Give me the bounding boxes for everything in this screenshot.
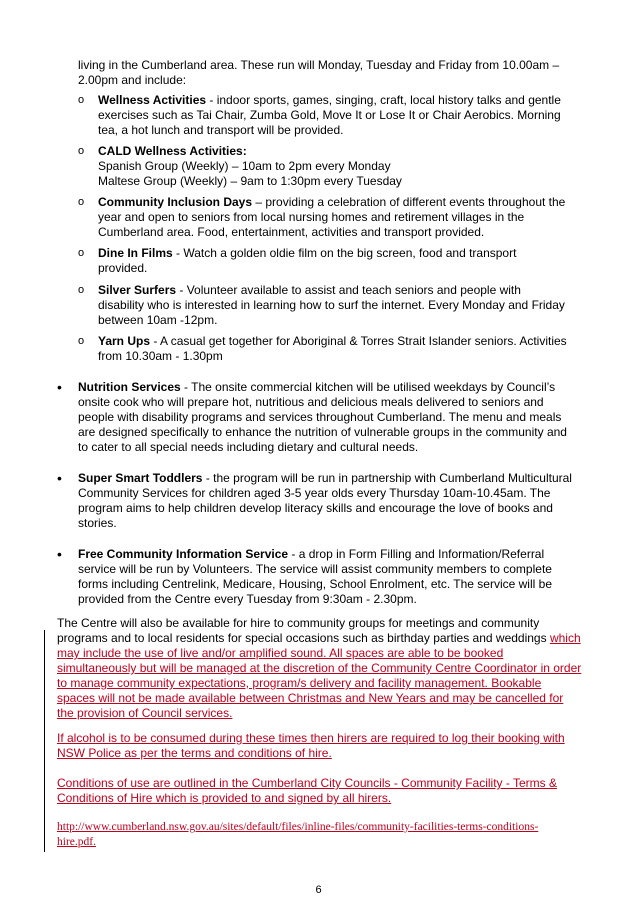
list-item-inclusion-days <box>78 195 568 240</box>
service-community-information <box>57 547 572 607</box>
item-title: Dine In Films <box>98 246 173 260</box>
list-item-cald <box>78 144 568 189</box>
service-title: Nutrition Services <box>78 380 181 394</box>
service-text: - The onsite commercial kitchen will be utilised weekdays by Council’s onsite cook who will prepare hot, nutritious and delicious meals delivered to seniors and people with disability programs and services throughout Cumberland. The menu and meals are designed specifically to enhance the nutrition of vulnerable groups in the community and to cater to all special needs including dietary and cultural needs. <box>78 380 567 454</box>
item-text: - indoor sports, games, singing, craft, local history talks and gentle exercises such as Tai Chair, Zumba Gold, Move It or Lose It or Chair Aerobics. Morning tea, a hot lunch and transport will be provided. <box>98 93 561 137</box>
item-title: CALD Wellness Activities: <box>98 144 247 158</box>
bullet-marker: • <box>57 470 62 486</box>
item-text: - Watch a golden oldie film on the big screen, food and transport provided. <box>98 246 517 275</box>
alcohol-paragraph: If alcohol is to be consumed during these times then hirers are required to log their booking with NSW Police as per the terms and conditions of hire. <box>57 731 565 760</box>
sub-bullet-marker: o <box>78 196 85 208</box>
service-title: Super Smart Toddlers <box>78 471 203 485</box>
service-super-smart-toddlers <box>57 471 572 531</box>
bullet-marker: • <box>57 546 62 562</box>
hire-text: The Centre will also be available for hire to community groups for meetings and community programs and to local residents for special occasions such as birthday parties and weddings <box>57 616 550 645</box>
sub-bullet-marker: o <box>78 94 85 106</box>
sub-bullet-marker: o <box>78 247 85 259</box>
sub-bullet-marker: o <box>78 335 85 347</box>
item-text: – providing a celebration of different events throughout the year and open to seniors from local nursing homes and retirement villages in the Cumberland area. Food, entertainment, activities and transport provided. <box>98 195 566 239</box>
intro-text: living in the Cumberland area. These run will Monday, Tuesday and Friday from 10.00am – 2.00pm and include: <box>78 58 560 87</box>
sub-bullet-marker: o <box>78 284 85 296</box>
sub-bullet-marker: o <box>78 145 85 157</box>
hire-paragraph <box>57 616 582 721</box>
list-item-yarn-ups <box>78 334 568 364</box>
bullet-marker: • <box>57 379 62 395</box>
item-title: Silver Surfers <box>98 283 177 297</box>
list-item-dine-in-films <box>78 246 568 276</box>
service-text: - the program will be run in partnership with Cumberland Multicultural Community Services for children aged 3-5 year olds every Thursday 10am-10.45am. The program aims to help children develop literacy skills and encourage the love of books and stories. <box>78 471 572 530</box>
item-title: Wellness Activities <box>98 93 207 107</box>
item-title: Yarn Ups <box>98 334 151 348</box>
list-item-silver-surfers <box>78 283 568 328</box>
list-item-wellness <box>78 93 568 138</box>
page-number: 6 <box>315 884 322 896</box>
service-title: Free Community Information Service <box>78 547 289 561</box>
terms-conditions-link[interactable]: http://www.cumberland.nsw.gov.au/sites/default/files/inline-files/community-facilities-terms-conditions-hire.pdf. <box>57 821 539 848</box>
maltese-group-text: Maltese Group (Weekly) – 9am to 1:30pm every Tuesday <box>98 174 402 188</box>
spanish-group-text: Spanish Group (Weekly) – 10am to 2pm every Monday <box>98 159 391 173</box>
conditions-paragraph: Conditions of use are outlined in the Cumberland City Councils - Community Facility - Terms & Conditions of Hire which is provided to and signed by all hirers. <box>57 776 557 805</box>
item-title: Community Inclusion Days <box>98 195 253 209</box>
tracked-insertion-text: which may include the use of live and/or amplified sound. All spaces are able to be booked simultaneously but will be managed at the discretion of the Community Centre Coordinator in order to manage community expectations, program/s delivery and facility management. Bookable spaces will not be made available between Christmas and New Years and may be cancelled for the provision of Council services. <box>57 631 582 720</box>
service-nutrition <box>57 380 572 455</box>
tracked-change-bar <box>44 630 45 852</box>
item-text: - A casual get together for Aboriginal & Torres Strait Islander seniors. Activities from 10.30am - 1.30pm <box>98 334 567 363</box>
item-text: - Volunteer available to assist and teach seniors and people with disability who is interested in learning how to surf the internet. Every Monday and Friday between 10am -12pm. <box>98 283 565 327</box>
service-text: - a drop in Form Filling and Information/Referral service will be run by Volunteers. The service will assist community members to complete forms including Centrelink, Medicare, Housing, School Enrolment, etc. The service will be provided from the Centre every Tuesday from 9:30am - 2.30pm. <box>78 547 552 606</box>
